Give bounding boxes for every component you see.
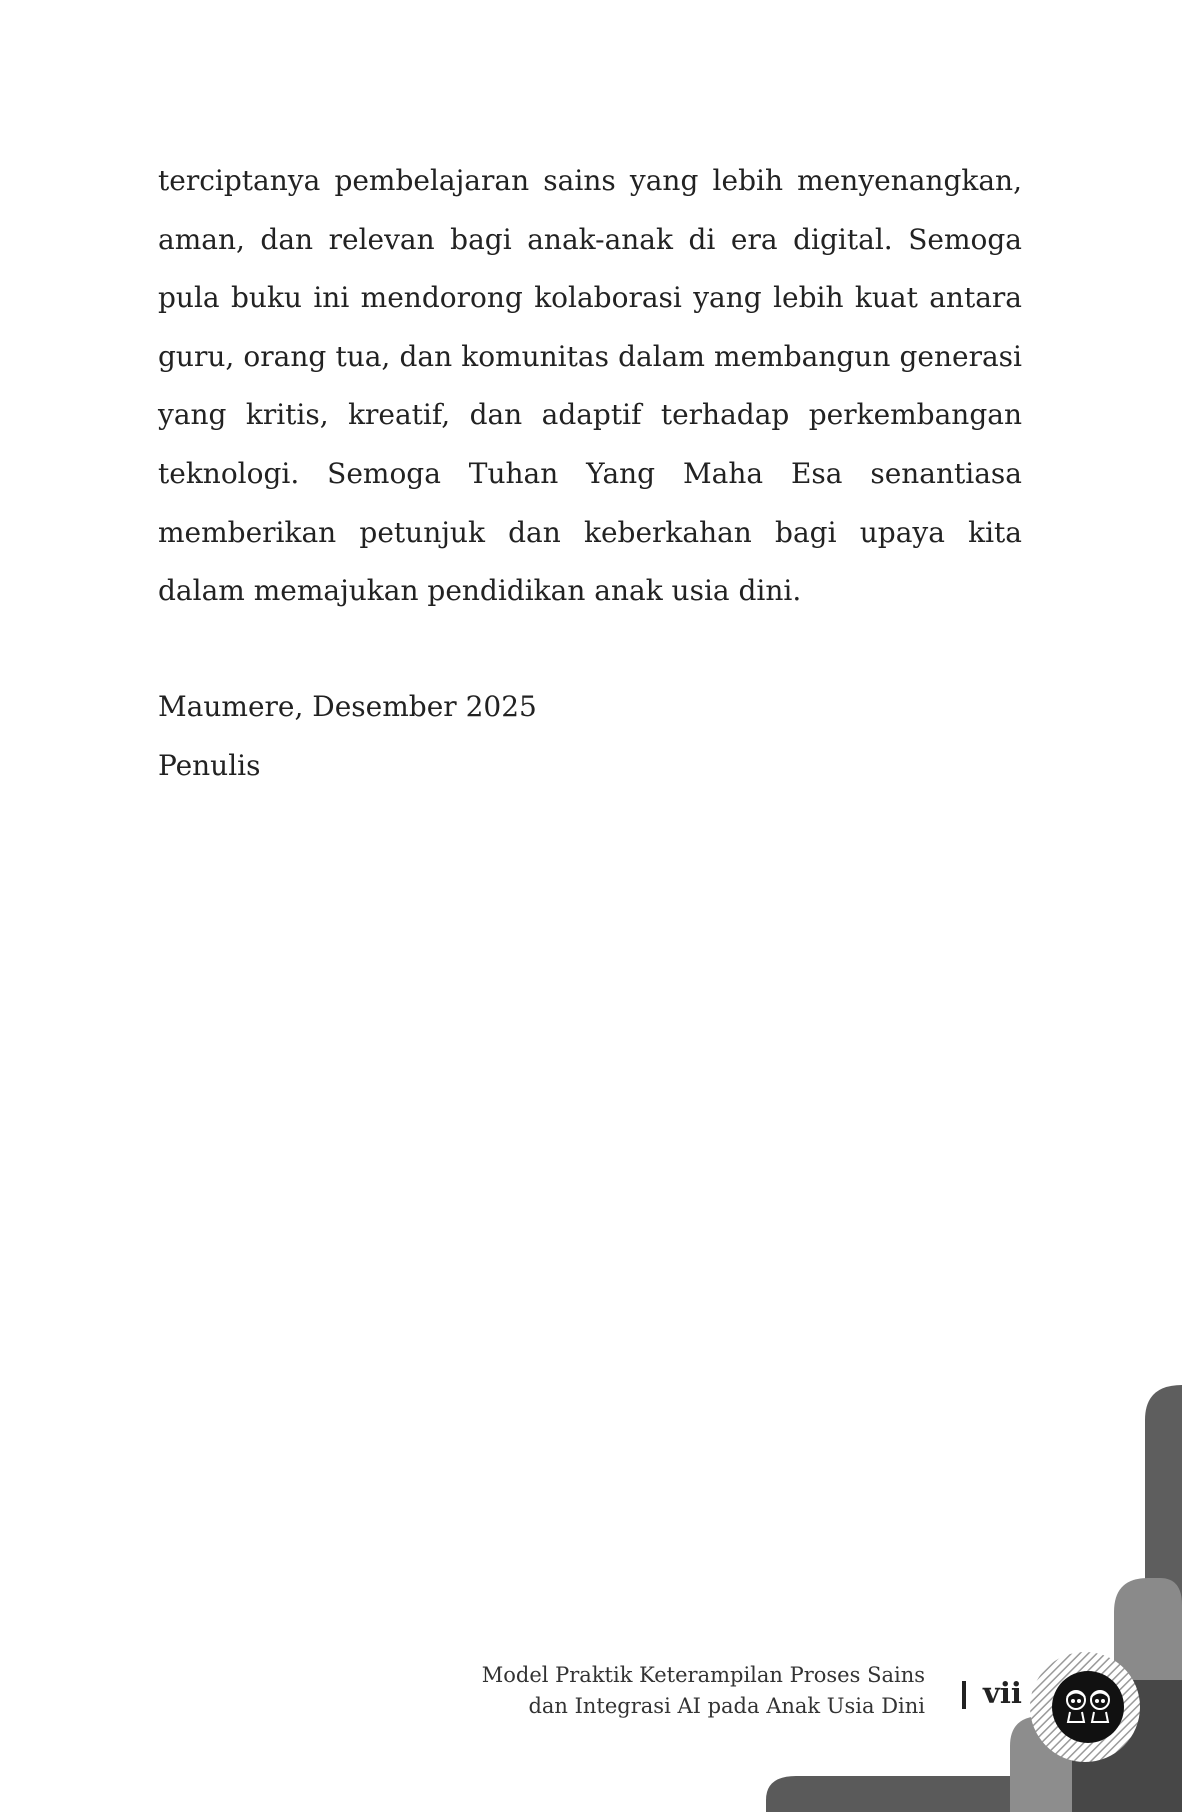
page-number: vii bbox=[983, 1676, 1022, 1710]
footer-separator bbox=[962, 1681, 966, 1709]
footer-title-line1: Model Praktik Keterampilan Proses Sains bbox=[481, 1663, 925, 1687]
logo-circle bbox=[1052, 1671, 1124, 1743]
footer-title-line2: dan Integrasi AI pada Anak Usia Dini bbox=[528, 1694, 925, 1718]
place-date: Maumere, Desember 2025 bbox=[158, 690, 537, 723]
author-signoff: Penulis bbox=[158, 749, 261, 782]
body-paragraph: terciptanya pembelajaran sains yang lebih menyenangkan, aman, dan relevan bagi anak-anak di era digital. Semoga pula buku ini mendorong kolaborasi yang lebih kuat antara guru, orang tua, dan komunitas dalam membangun generasi yang kritis, kreatif, dan adaptif terhadap perkembangan teknologi. Semoga Tuhan Yang Maha Esa senantiasa memberikan petunjuk dan keberkahan bagi upaya kita dalam memajukan pendidikan anak usia dini. bbox=[158, 164, 1022, 608]
footer-book-title bbox=[482, 1660, 925, 1722]
deco-bar-bottom bbox=[766, 1776, 1010, 1812]
